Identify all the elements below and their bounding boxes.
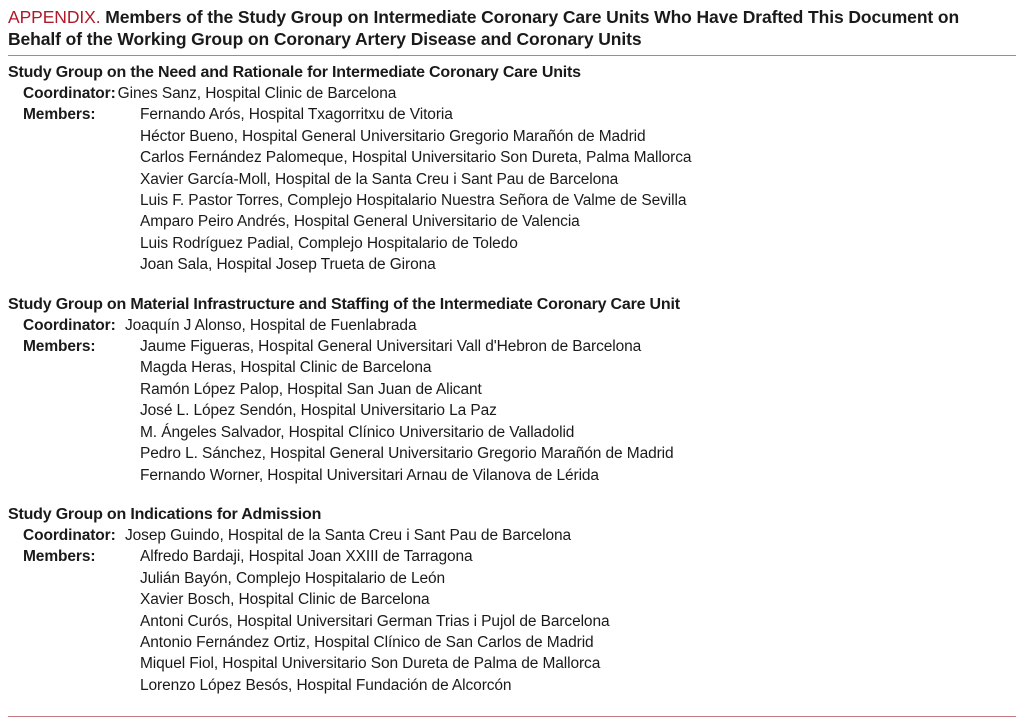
member-entry: Fernando Worner, Hospital Universitari Arnau de Vilanova de Lérida: [140, 466, 599, 484]
coordinator-label: Coordinator:: [23, 526, 116, 544]
coordinator-label: Coordinator:: [23, 85, 116, 102]
member-entry: Julián Bayón, Complejo Hospitalario de León: [140, 569, 446, 587]
member-entry: M. Ángeles Salvador, Hospital Clínico Universitario de Valladolid: [140, 423, 575, 441]
study-group-indications-admission: [8, 504, 1016, 696]
coordinator-name: Josep Guindo, Hospital de la Santa Creu i Sant Pau de Barcelona: [125, 526, 572, 544]
member-entry: Ramón López Palop, Hospital San Juan de Alicant: [140, 380, 482, 398]
appendix-title: [8, 6, 1016, 50]
coordinator-row: [8, 83, 1016, 104]
members-row: [8, 104, 1016, 125]
member-entry: Pedro L. Sánchez, Hospital General Universitario Gregorio Marañón de Madrid: [140, 445, 674, 463]
coordinator-row: [8, 315, 1016, 336]
appendix-label: APPENDIX.: [8, 7, 101, 27]
study-group-need-rationale: [8, 62, 1016, 276]
members-label: Members:: [23, 338, 96, 356]
member-entry: Lorenzo López Besós, Hospital Fundación de Alcorcón: [140, 676, 512, 694]
member-entry: Joan Sala, Hospital Josep Trueta de Girona: [140, 256, 436, 274]
members-row: [8, 336, 1016, 357]
coordinator-name: Gines Sanz, Hospital Clinic de Barcelona: [117, 85, 397, 102]
group-title: Study Group on Indications for Admission: [8, 505, 322, 523]
member-entry: Amparo Peiro Andrés, Hospital General Universitario de Valencia: [140, 213, 580, 231]
member-entry: Antoni Curós, Hospital Universitari German Trias i Pujol de Barcelona: [140, 612, 610, 630]
member-entry: Magda Heras, Hospital Clinic de Barcelona: [140, 359, 432, 377]
group-title: Study Group on the Need and Rationale for Intermediate Coronary Care Units: [8, 64, 581, 81]
members-label: Members:: [23, 106, 96, 124]
title-divider: [8, 55, 1016, 56]
members-label: Members:: [23, 548, 96, 566]
coordinator-row: [8, 525, 1016, 546]
group-title: Study Group on Material Infrastructure and Staffing of the Intermediate Coronary Care Unit: [8, 295, 680, 313]
member-entry: Héctor Bueno, Hospital General Universitario Gregorio Marañón de Madrid: [140, 127, 646, 145]
member-entry: Luis Rodríguez Padial, Complejo Hospitalario de Toledo: [140, 234, 518, 252]
member-entry: José L. López Sendón, Hospital Universitario La Paz: [140, 402, 497, 420]
member-entry: Jaume Figueras, Hospital General Universitari Vall d'Hebron de Barcelona: [140, 338, 642, 356]
bottom-divider: [8, 716, 1016, 717]
member-entry: Miquel Fiol, Hospital Universitario Son Dureta de Palma de Mallorca: [140, 655, 601, 673]
coordinator-name: Joaquín J Alonso, Hospital de Fuenlabrada: [125, 316, 417, 334]
member-entry: Antonio Fernández Ortiz, Hospital Clínico de San Carlos de Madrid: [140, 633, 594, 651]
member-entry: Xavier Bosch, Hospital Clinic de Barcelona: [140, 591, 430, 609]
appendix-heading: Members of the Study Group on Intermediate Coronary Care Units Who Have Drafted This Document on Behalf of the Working Group on Coronary Artery Disease and Coronary Units: [8, 7, 960, 49]
coordinator-label: Coordinator:: [23, 316, 116, 334]
member-entry: Luis F. Pastor Torres, Complejo Hospitalario Nuestra Señora de Valme de Sevilla: [140, 192, 687, 210]
members-row: [8, 546, 1016, 567]
study-group-infrastructure-staffing: [8, 294, 1016, 486]
member-entry: Fernando Arós, Hospital Txagorritxu de Vitoria: [140, 106, 453, 124]
member-entry: Xavier García-Moll, Hospital de la Santa Creu i Sant Pau de Barcelona: [140, 170, 619, 188]
member-entry: Alfredo Bardaji, Hospital Joan XXIII de Tarragona: [140, 548, 473, 566]
member-entry: Carlos Fernández Palomeque, Hospital Universitario Son Dureta, Palma Mallorca: [140, 149, 692, 167]
